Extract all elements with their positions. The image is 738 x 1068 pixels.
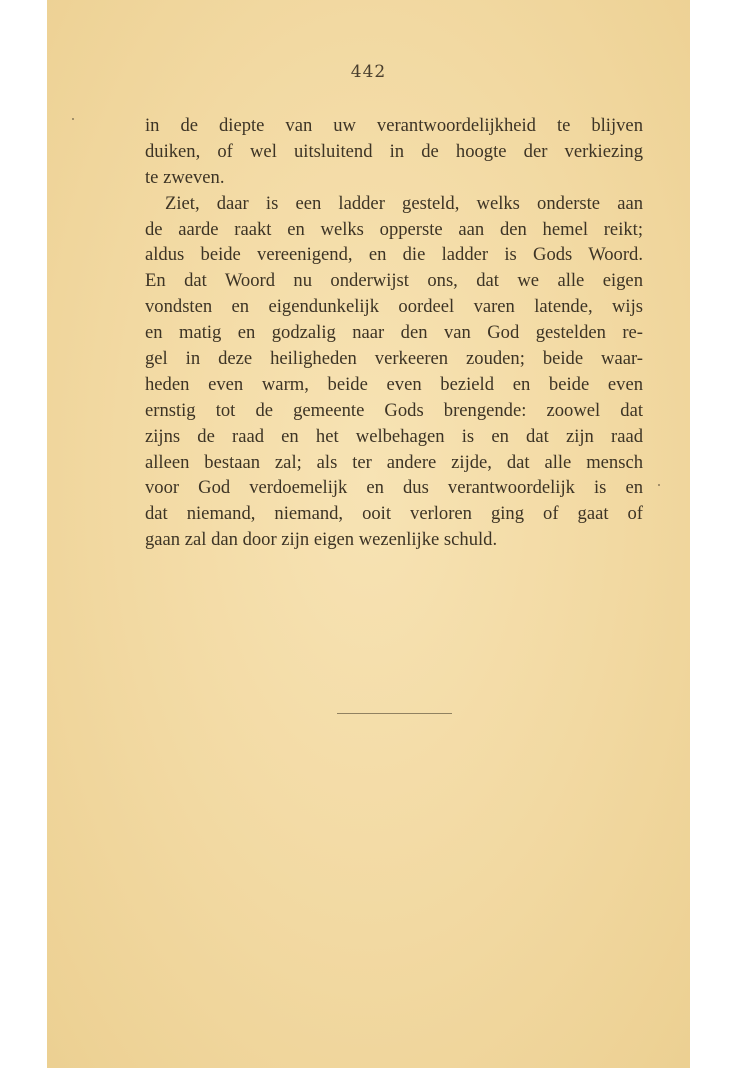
text-line: duiken, of wel uitsluitend in de hoogte der verkiezing bbox=[145, 140, 643, 162]
text-line: En dat Woord nu onderwijst ons, dat we alle eigen bbox=[145, 270, 643, 292]
text-line: aldus beide vereenigend, en die ladder is Gods Woord. bbox=[145, 244, 643, 266]
page-number: 442 bbox=[350, 62, 387, 82]
text-line: heden even warm, beide even bezield en beide even bbox=[145, 373, 643, 395]
text-line: gaan zal dan door zijn eigen wezenlijke schuld. bbox=[145, 529, 498, 551]
scanned-page bbox=[47, 0, 690, 1068]
text-line: gel in deze heiligheden verkeeren zouden; beide waar- bbox=[145, 348, 643, 370]
text-line: dat niemand, niemand, ooit verloren ging of gaat of bbox=[145, 503, 643, 525]
text-line: in de diepte van uw verantwoordelijkheid te blijven bbox=[145, 115, 643, 136]
text-line: voor God verdoemelijk en dus verantwoordelijk is en bbox=[145, 477, 643, 499]
text-line: zijns de raad en het welbehagen is en dat zijn raad bbox=[145, 425, 643, 447]
text-line: vondsten en eigendunkelijk oordeel varen latende, wijs bbox=[145, 296, 643, 318]
section-end-rule bbox=[337, 713, 452, 714]
text-line: Ziet, daar is een ladder gesteld, welks onderste aan bbox=[165, 192, 643, 214]
scan-speck bbox=[72, 118, 74, 120]
scan-speck bbox=[658, 484, 660, 486]
paragraph-1 bbox=[145, 113, 643, 191]
paragraph-2 bbox=[145, 191, 643, 553]
text-line: te zweven. bbox=[145, 166, 225, 188]
text-line: en matig en godzalig naar den van God gestelden re- bbox=[145, 322, 643, 344]
text-line: ernstig tot de gemeente Gods brengende: zoowel dat bbox=[145, 399, 643, 421]
text-line: alleen bestaan zal; als ter andere zijde, dat alle mensch bbox=[145, 451, 643, 473]
text-line: de aarde raakt en welks opperste aan den hemel reikt; bbox=[145, 218, 643, 240]
body-text bbox=[145, 113, 643, 553]
